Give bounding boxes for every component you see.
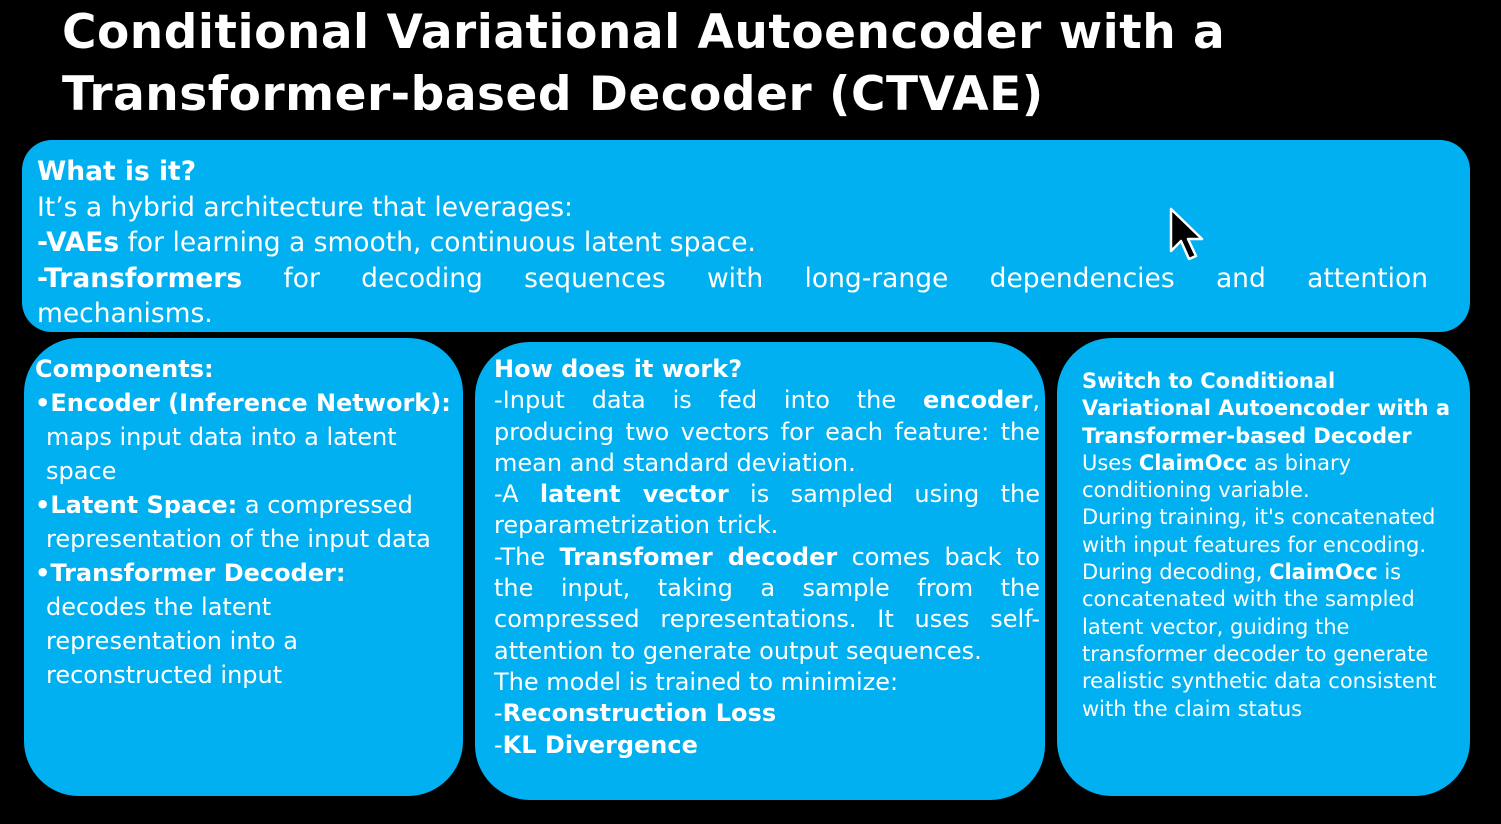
bold-text: KL Divergence	[502, 730, 698, 759]
bold-text: latent vector	[539, 480, 729, 509]
text: The model is trained to minimize:	[494, 667, 899, 696]
paragraph	[494, 354, 1040, 385]
paragraph	[35, 556, 453, 692]
text: as binary conditioning variable.	[1082, 450, 1352, 503]
slide-title-line-1: Conditional Variational Autoencoder with a	[62, 5, 1226, 60]
text: -A	[494, 480, 540, 509]
text: -The	[494, 542, 560, 571]
bold-text: Transfomer decoder	[559, 542, 838, 571]
paragraph	[494, 698, 1040, 729]
text: decodes the latent representation into a reconstructed input	[46, 593, 298, 689]
paragraph	[37, 225, 1428, 261]
paragraph	[37, 154, 1428, 190]
text: maps input data into a latent space	[46, 423, 397, 485]
text: for learning a smooth, continuous latent space.	[119, 227, 756, 258]
bold-text: Components:	[35, 355, 214, 383]
text: a compressed representation of the input data	[46, 491, 431, 553]
bold-text: How does it work?	[494, 355, 743, 383]
paragraph	[1082, 450, 1462, 505]
text: for decoding sequences with long-range dependencies and attention	[242, 262, 1428, 294]
bold-text: Reconstruction Loss	[502, 699, 777, 728]
bold-text: •Transformer Decoder:	[35, 559, 346, 587]
paragraph	[1082, 504, 1462, 722]
paragraph	[494, 479, 1040, 542]
bold-text: Switch to Conditional Variational Autoencoder with a Transformer-based Decoder	[1082, 369, 1451, 448]
paragraph	[35, 488, 453, 556]
bold-text: -VAEs	[37, 227, 120, 258]
paragraph	[494, 667, 1040, 698]
text: -Input data is fed into the	[494, 386, 923, 415]
text: is sampled using the reparametrization trick.	[494, 480, 1040, 540]
text: Uses	[1082, 450, 1139, 475]
components-box	[24, 338, 463, 796]
paragraph	[35, 386, 453, 488]
what-is-it-box	[22, 140, 1470, 332]
bold-text: encoder	[922, 386, 1033, 415]
paragraph	[494, 542, 1040, 667]
slide-title	[62, 2, 1225, 126]
mouse-pointer-icon	[1168, 207, 1208, 267]
paragraph	[35, 352, 453, 386]
text: -	[494, 699, 503, 728]
how-it-works-box	[475, 342, 1045, 800]
paragraph	[37, 296, 1428, 332]
bold-text: -Transformers	[37, 262, 243, 294]
text: , producing two vectors for each feature: the mean and standard deviation.	[494, 386, 1040, 477]
paragraph	[37, 190, 1428, 226]
slide-title-line-2: Transformer-based Decoder (CTVAE)	[62, 67, 1044, 122]
bold-text: What is it?	[37, 156, 197, 187]
text: During training, it's concatenated with input features for encoding. During decoding,	[1082, 505, 1436, 585]
paragraph	[494, 385, 1040, 479]
text: It’s a hybrid architecture that leverages:	[37, 191, 573, 223]
bold-text: ClaimOcc	[1138, 450, 1248, 475]
paragraph	[494, 730, 1040, 761]
paragraph	[37, 261, 1428, 297]
text: -	[494, 730, 503, 759]
bold-text: ClaimOcc	[1269, 560, 1378, 585]
text: comes back to the input, taking a sample from the compressed representations. It uses self-attention to generate output sequences.	[494, 542, 1040, 665]
conditional-switch-box	[1057, 338, 1470, 796]
text: mechanisms.	[37, 298, 213, 329]
paragraph	[1082, 368, 1462, 450]
bold-text: •Latent Space:	[35, 491, 238, 519]
bold-text: •Encoder (Inference Network):	[35, 389, 451, 417]
text: is concatenated with the sampled latent vector, guiding the transformer decoder to generate realistic synthetic data consistent with the claim status	[1082, 560, 1437, 721]
